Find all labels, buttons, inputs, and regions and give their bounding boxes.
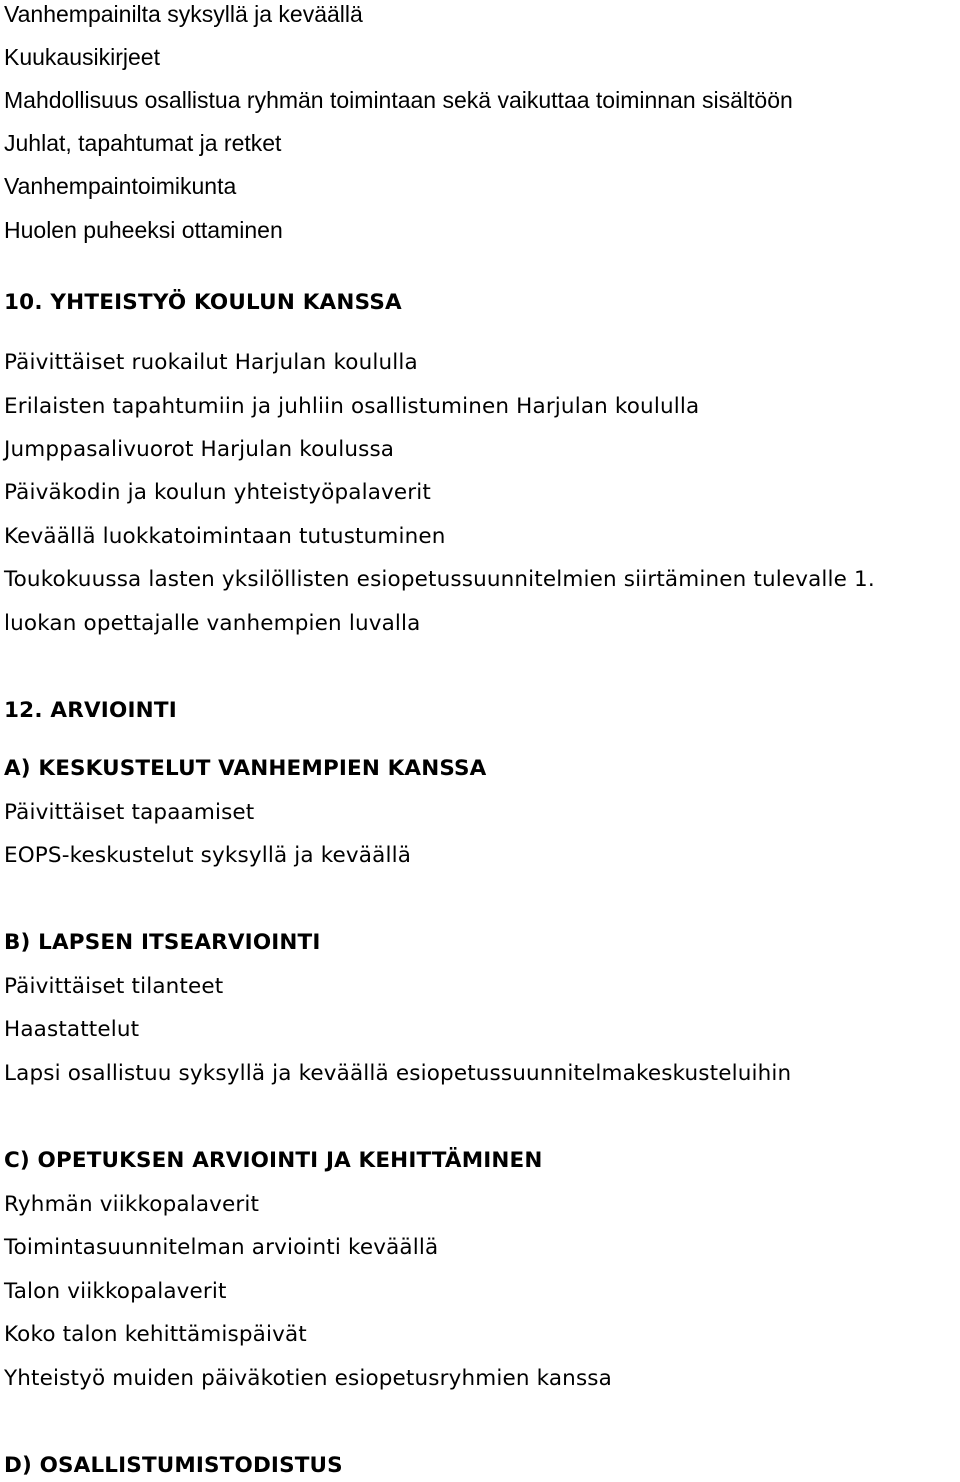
subsection-c-item: Yhteistyö muiden päiväkotien esiopetusryhmien kanssa bbox=[4, 1366, 612, 1391]
section10-item: Keväällä luokkatoimintaan tutustuminen bbox=[4, 524, 446, 549]
section-heading-12: 12. ARVIOINTI bbox=[4, 698, 177, 723]
intro-list-item: Kuukausikirjeet bbox=[4, 44, 160, 70]
section10-item: Päiväkodin ja koulun yhteistyöpalaverit bbox=[4, 480, 431, 505]
section10-item: luokan opettajalle vanhempien luvalla bbox=[4, 611, 421, 636]
subsection-c-item: Koko talon kehittämispäivät bbox=[4, 1322, 307, 1347]
subsection-heading-a: A) KESKUSTELUT VANHEMPIEN KANSSA bbox=[4, 756, 487, 781]
intro-list-item: Juhlat, tapahtumat ja retket bbox=[4, 130, 282, 156]
section10-item: Jumppasalivuorot Harjulan koulussa bbox=[4, 437, 395, 462]
subsection-b-item: Lapsi osallistuu syksyllä ja keväällä esiopetussuunnitelmakeskusteluihin bbox=[4, 1061, 792, 1086]
intro-list-item: Vanhempainilta syksyllä ja keväällä bbox=[4, 1, 363, 27]
subsection-c-item: Ryhmän viikkopalaverit bbox=[4, 1192, 260, 1217]
subsection-c-item: Talon viikkopalaverit bbox=[4, 1279, 227, 1304]
subsection-heading-b: B) LAPSEN ITSEARVIOINTI bbox=[4, 930, 321, 955]
intro-list-item: Huolen puheeksi ottaminen bbox=[4, 217, 283, 243]
intro-list-item: Vanhempaintoimikunta bbox=[4, 173, 237, 199]
subsection-a-item: EOPS-keskustelut syksyllä ja keväällä bbox=[4, 843, 412, 868]
intro-list-item: Mahdollisuus osallistua ryhmän toimintaan sekä vaikuttaa toiminnan sisältöön bbox=[4, 87, 793, 113]
subsection-heading-c: C) OPETUKSEN ARVIOINTI JA KEHITTÄMINEN bbox=[4, 1148, 543, 1173]
subsection-heading-d: D) OSALLISTUMISTODISTUS bbox=[4, 1453, 343, 1478]
section10-item: Päivittäiset ruokailut Harjulan koululla bbox=[4, 350, 418, 375]
subsection-a-item: Päivittäiset tapaamiset bbox=[4, 800, 255, 825]
subsection-c-item: Toimintasuunnitelman arviointi keväällä bbox=[4, 1235, 439, 1260]
subsection-b-item: Haastattelut bbox=[4, 1017, 140, 1042]
subsection-b-item: Päivittäiset tilanteet bbox=[4, 974, 224, 999]
section10-item: Toukokuussa lasten yksilöllisten esiopetussuunnitelmien siirtäminen tulevalle 1. bbox=[4, 567, 875, 592]
section10-item: Erilaisten tapahtumiin ja juhliin osallistuminen Harjulan koululla bbox=[4, 394, 700, 419]
section-heading-10: 10. YHTEISTYÖ KOULUN KANSSA bbox=[4, 290, 402, 315]
